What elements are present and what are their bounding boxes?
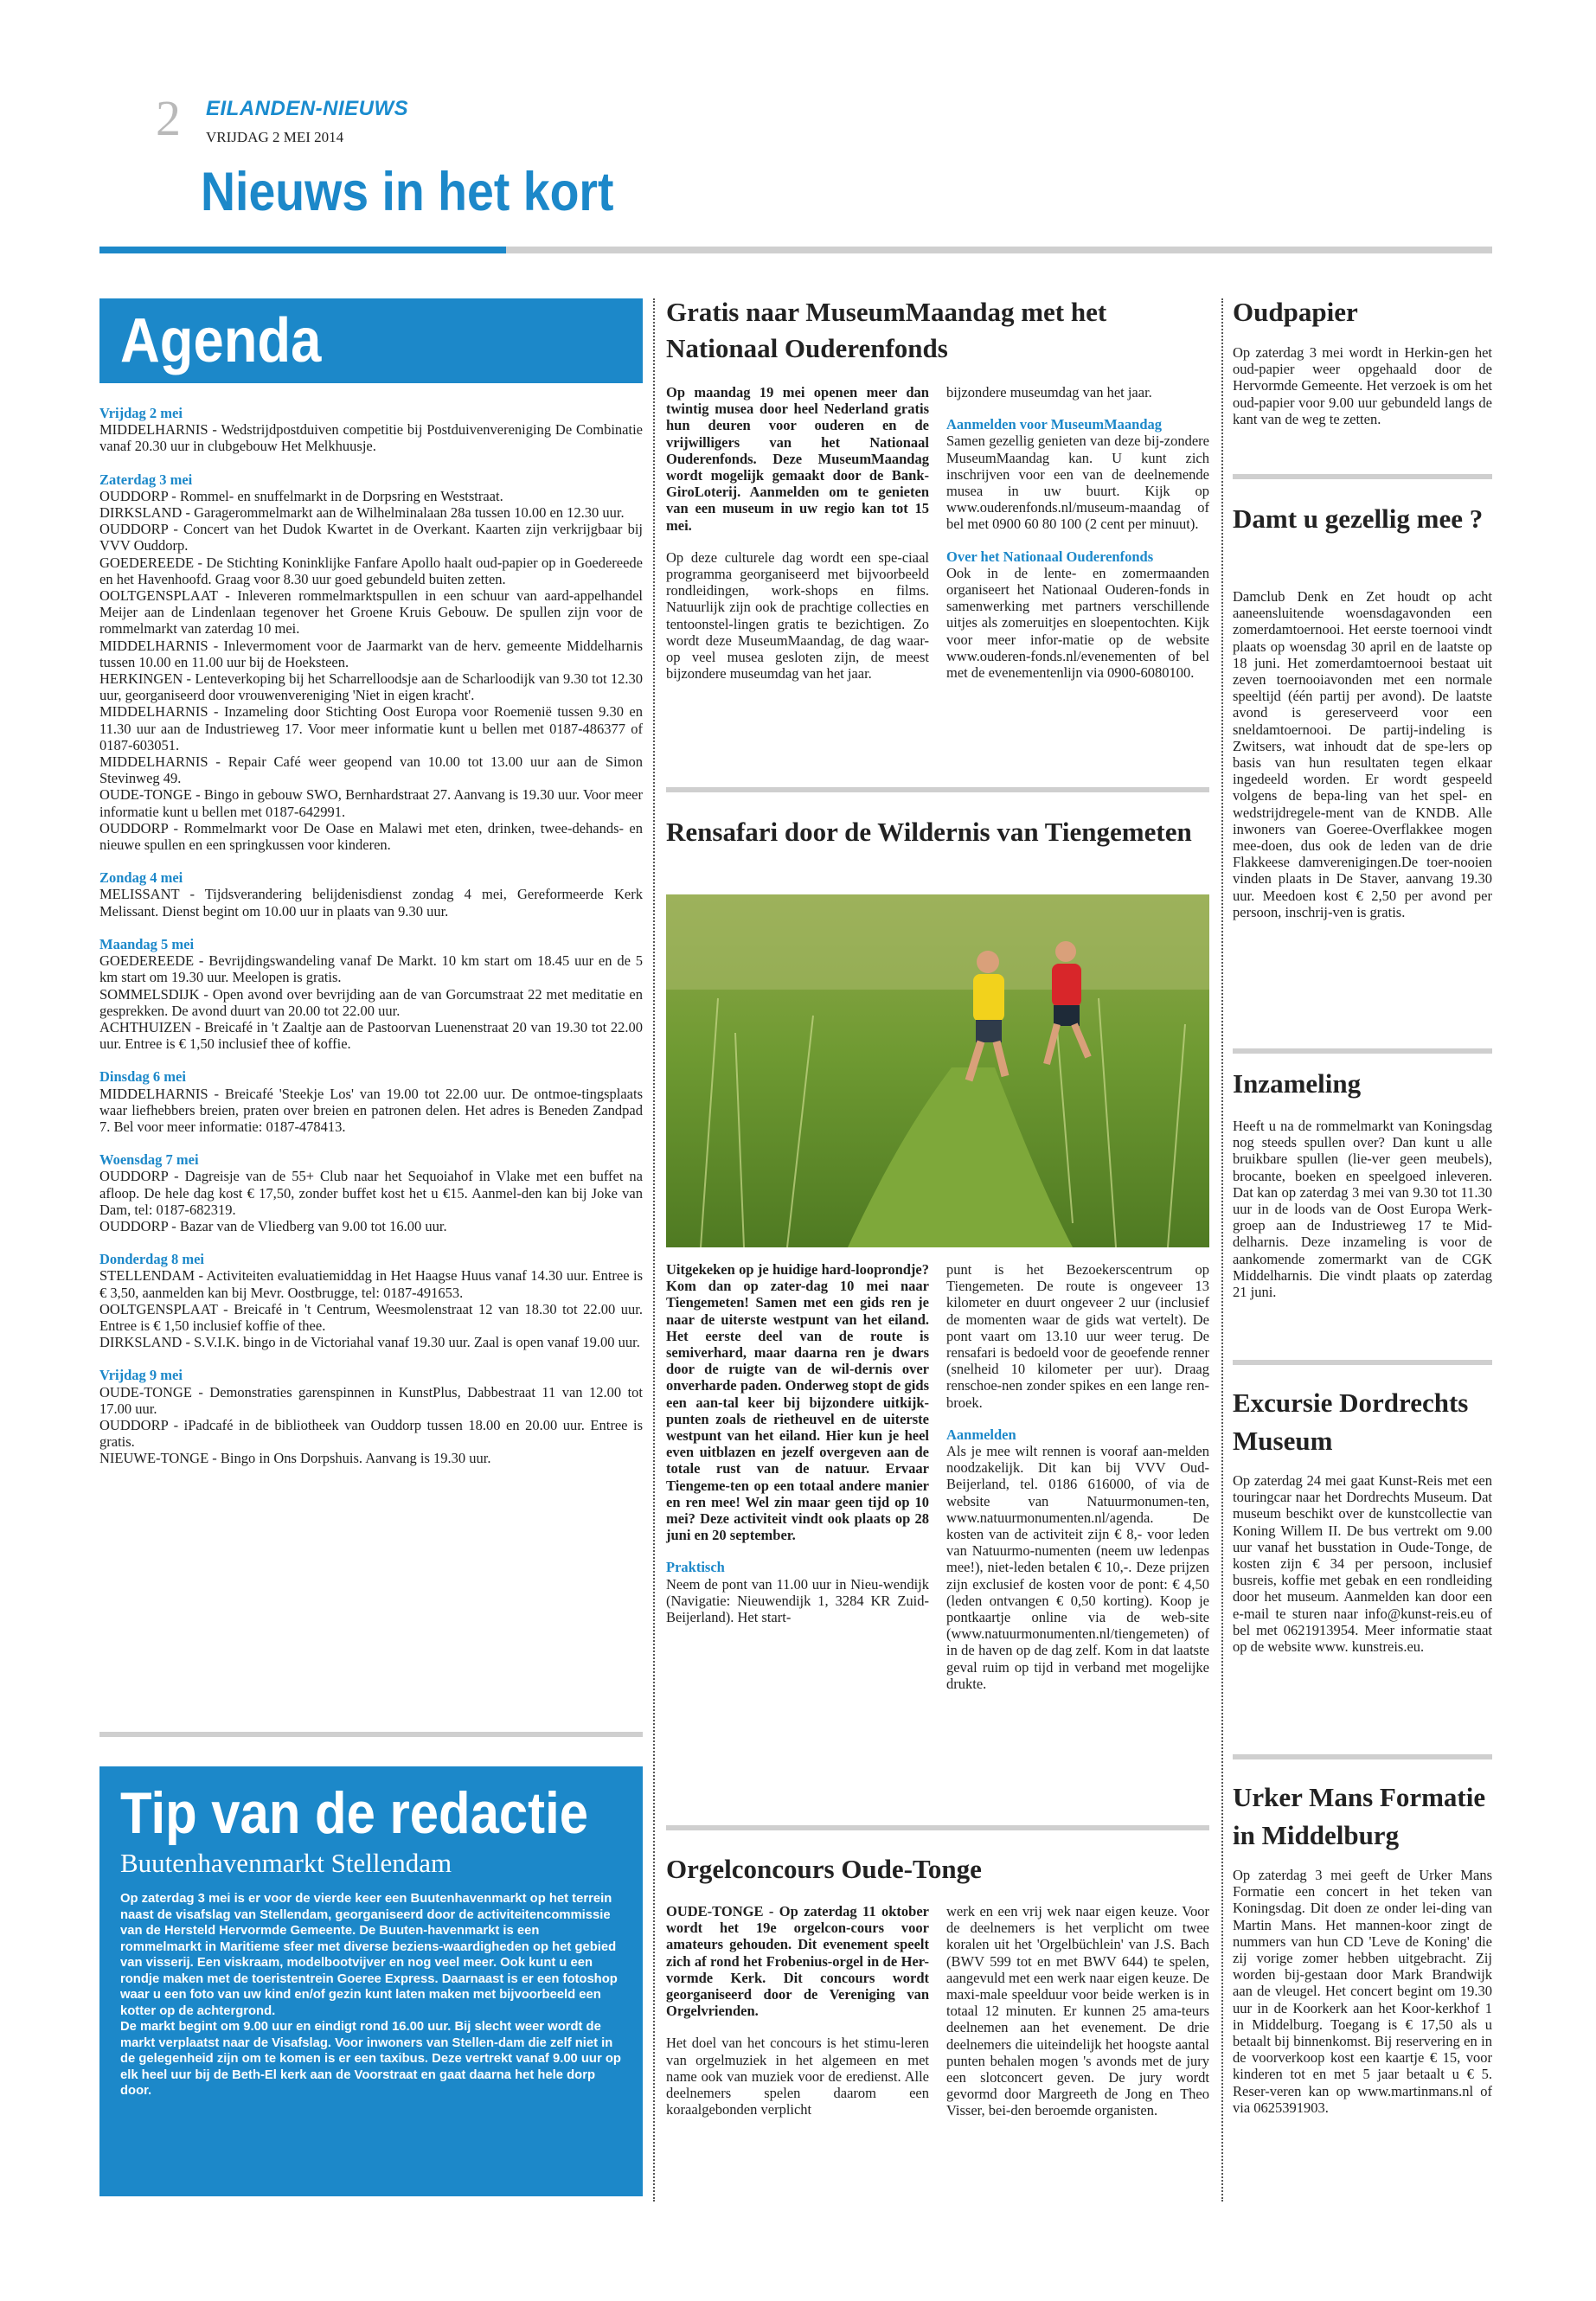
museum-col-right [946, 384, 1209, 681]
agenda-item: GOEDEREEDE - Bevrijdingswandeling vanaf De Markt. 10 km start om 18.45 uur en de 5 km start om 19.30 uur. Meelopen is gratis. [99, 952, 643, 986]
oudpapier-headline: Oudpapier [1233, 297, 1358, 327]
safari-text1-start: Neem de pont van 11.00 uur in Nieu-wendijk (Navigatie: Nieuwendijk 1, 3284 KR Zuid-Beijerland). Het start- [666, 1575, 929, 1626]
agenda-item: DIRKSLAND - Garagerommelmarkt aan de Wilhelminalaan 28a tussen 10.00 en 12.30 uur. [99, 504, 625, 522]
agenda-item: OUDE-TONGE - Bingo in gebouw SWO, Bernhardstraat 27. Aanvang is 19.30 uur. Voor meer informatie kunt u bellen met 0187-642991. [99, 786, 643, 820]
agenda-item: ACHTHUIZEN - Breicafé in 't Zaaltje aan de Pastoorvan Luenenstraat 20 van 19.30 tot 22.00 uur. Entree is € 1,50 inclusief thee of koffie. [99, 1018, 643, 1053]
agenda-item: GOEDEREEDE - De Stichting Koninklijke Fanfare Apollo haalt oud-papier op in Goedereede en het Havenhoofd. Graag voor 8.30 uur goed gebundeld buiten zetten. [99, 554, 643, 587]
section-rule [1233, 1754, 1492, 1759]
oudpapier-text: Op zaterdag 3 mei wordt in Herkin-gen het oud-papier weer opgehaald door de Hervormde Gemeente. Het verzoek is om het oud-papier voor 9.00 uur gebundeld langs de kant van de weg te zetten. [1233, 344, 1492, 427]
agenda-item: SOMMELSDIJK - Open avond over bevrijding aan de van Gorcumstraat 22 met meditatie en gesprekken. De avond duurt van 20.00 tot 22.00 uur. [99, 985, 643, 1019]
agenda-item: MIDDELHARNIS - Inlevermoment voor de Jaarmarkt van de herv. gemeente Middelharnis tussen 10.00 en 11.00 uur bij de Hoeksteen. [99, 637, 643, 670]
tip-title: Tip van de redactie [120, 1780, 588, 1846]
orgel-body-end: werk en een vrij wek naar eigen keuze. Voor de deelnemers is het verplicht om twee koralen uit het 'Orgelbüchlein' van J.S. Bach (BWV 599 tot en met BWV 644) te spelen, aangevuld met een werk naar eigen keuze. De maxi-male speelduur voor beide werken is in totaal 12 minuten. Er kunnen 25 ama-teurs deelnemen aan het evenement. De drie deelnemers die uiteindelijk het hoogste aantal punten behalen mogen 's avonds met de jury een slotconcert geven. De jury wordt gevormd door Margreeth de Jong en Theo Visser, bei-den beroemde organisten. [946, 1903, 1209, 2119]
safari-text2: Als je mee wilt rennen is vooraf aan-melden noodzakelijk. Dit kan bij VVV Oud-Beijerland, tel. 0186 616000, of via de website van Natuurmonumen-ten, www.natuurmonumenten.nl/agenda. De kosten van de activiteit zijn € 8,- voor leden van Natuurmo-numenten (neem uw ledenpas mee!), niet-leden betalen € 10,-. Deze prijzen zijn exclusief de kosten voor de pont: € 4,50 (leden ontvangen € 0,50 korting). Koop je pontkaartje online via de web-site (www.natuurmonumenten.nl/tiengemeten) of in de haven op de dag zelf. Kom in dat laatste geval ruim op tijd in verband met mogelijke drukte. [946, 1443, 1209, 1692]
agenda-item: OUDDORP - Rommel- en snuffelmarkt in de Dorpsring en Weststraat. [99, 487, 503, 504]
inzameling-text: Heeft u na de rommelmarkt van Koningsdag nog steeds spullen over? Dan kunt u alle bruikbare spullen (lie-ver geen meubels), brocante, boeken en speelgoed inleveren. Dat kan op zaterdag 3 mei van 9.30 tot 11.30 uur in de loods van de Oost Europa Werk-groep aan de Industrieweg 17 te Mid-delharnis. Deze inzameling is voor de aankomende zomermarkt van de CGK Middelharnis. Die vindt plaats op zaterdag 21 juni. [1233, 1118, 1492, 1301]
damt-text: Damclub Denk en Zet houdt op acht aaneensluitende woensdagavonden een zomerdamtoernooi. Het eerste toernooi vindt plaats op woensdag 30 april en de laatste op 18 juni. Het zomerdamtoernooi bestaat uit zeven toernooiavonden met een normale speeltijd (één partij per avond). De laatste avond is gereserveerd voor een sneldamtoernooi. De partij-indeling is Zwitsers, wat inhoudt dat de spe-lers op basis van hun resultaten tegen elkaar ingedeeld worden. Er wordt gespeeld volgens de bepa-ling van het spel- en wedstrijdregele-ment van de KNDB. Alle inwoners van Goeree-Overflakkee mogen mee-doen, dus ook de leden van de drie Flakkeese damverenigingen.De toer-nooien vinden plaats in De Staver, aanvang 19.30 uur. Meedoen kost € 2,50 per avond per persoon, inschrij-ven is gratis. [1233, 588, 1492, 920]
agenda-item: DIRKSLAND - S.V.I.K. bingo in de Victoriahal vanaf 19.30 uur. Zaal is open vanaf 19.00 uur. [99, 1334, 640, 1351]
agenda-day-heading: Vrijdag 2 mei [99, 405, 183, 421]
agenda-day-heading: Maandag 5 mei [99, 935, 195, 952]
agenda-item: OUDE-TONGE - Demonstraties garenspinnen in KunstPlus, Dabbestraat 11 van 12.00 tot 17.00 uur. [99, 1383, 643, 1417]
agenda-day-heading: Woensdag 7 mei [99, 1151, 199, 1169]
section-rule [666, 1825, 1209, 1830]
page-number: 2 [156, 90, 181, 146]
section-rule [99, 1732, 643, 1737]
museum-body-tail: bijzondere museumdag van het jaar. [946, 384, 1152, 401]
agenda-title: Agenda [120, 306, 322, 375]
agenda-item: OOLTGENSPLAAT - Inleveren rommelmarktspullen in een schuur van aard-appelhandel Meijer aan de Lindenlaan tegenover het Groene Kruis Gebouw. De spullen zijn voor de rommelmarkt van zaterdag 10 mei. [99, 587, 643, 638]
agenda-item: OOLTGENSPLAAT - Breicafé in 't Centrum, Weesmolenstraat 12 van 18.30 tot 22.00 uur. Entree is € 1,50 inclusief koffie of thee. [99, 1300, 643, 1334]
museum-col-left [666, 384, 929, 682]
agenda-item: NIEUWE-TONGE - Bingo in Ons Dorpshuis. Aanvang is 19.30 uur. [99, 1450, 491, 1467]
agenda-item: MELISSANT - Tijdsverandering belijdenisdienst zondag 4 mei, Gereformeerde Kerk Melissant. Dienst begint om 10.00 uur in plaats van 9.30 uur. [99, 886, 643, 920]
section-title: Nieuws in het kort [201, 162, 614, 222]
safari-sub1: Praktisch [666, 1559, 725, 1576]
damt-headline: Damt u gezellig mee ? [1233, 503, 1484, 534]
column-divider [1221, 298, 1223, 2202]
tip-text [120, 1891, 622, 2099]
tip-subtitle: Buutenhavenmarkt Stellendam [120, 1848, 452, 1878]
museum-text2: Ook in de lente- en zomermaanden organiseert het Nationaal Ouderen-fonds in samenwerking met partners verschillende uitjes als zomeruitjes en sloepentochten. Kijk voor meer infor-matie op de website www.ouderen-fonds.nl/evenementen of bel met de evenementenlijn via 0900-6080100. [946, 564, 1209, 682]
museum-body: Op deze culturele dag wordt een spe-ciaal programma georganiseerd met bijvoorbeeld rondleidingen, work-shops en films. Natuurlijk zijn ook de prachtige collecties en tentoonstel-lingen gratis te bezichtigen. Zo wordt deze MuseumMaandag, de dag waar-op veel musea gesloten zijn, de meest bijzondere museumdag van het jaar. [666, 548, 929, 683]
orgel-lead: OUDE-TONGE - Op zaterdag 11 oktober wordt het 19e orgelcon-cours voor amateurs gehouden. Dit evenement speelt zich af rond het Frobenius-orgel in de Her-vormde Kerk. Dit concours wordt georganiseerd door de Vereniging van Orgelvrienden. [666, 1903, 929, 2020]
runners-photo-image [666, 894, 1209, 1247]
agenda-item: OUDDORP - Rommelmarkt voor De Oase en Malawi met eten, drinken, twee-dehands- en nieuwe spullen en een springkussen voor kinderen. [99, 819, 643, 854]
agenda-item: STELLENDAM - Activiteiten evaluatiemiddag in Het Haagse Huus vanaf 14.30 uur. Entree is € 3,50, aanmelden kan bij Mevr. Oostbrugge, tel: 0187-491653. [99, 1267, 643, 1301]
museum-lead: Op maandag 19 mei openen meer dan twintig musea door heel Nederland gratis hun deuren voor ouderen en de vrijwilligers van het Nationaal Ouderenfonds. Deze MuseumMaandag wordt mogelijk gemaakt door de Bank-GiroLoterij. Aanmelden om te genieten van een museum in uw regio kan tot 15 mei. [666, 384, 929, 534]
agenda-item: MIDDELHARNIS - Inzameling door Stichting Oost Europa voor Roemenië tussen 9.30 en 11.30 uur aan de Industrieweg 17. Voor meer informatie kunt u bellen met 0187-486377 of 0187-603051. [99, 703, 643, 753]
excursie-text: Op zaterdag 24 mei gaat Kunst-Reis met een touringcar naar het Dordrechts Museum. Dat museum beschikt over de kunstcollectie van Koning Willem II. De bus vertrekt om 9.00 uur vanaf het busstation in Oude-Tonge, de kosten zijn € 34 per persoon, inclusief busreis, koffie met gebak en een rondleiding door het museum. Aanmelden kan door een e-mail te sturen naar info@kunst-reis.eu of bel met 0621913954. Meer informatie staat op de website www. kunstreis.eu. [1233, 1472, 1492, 1656]
tip-paragraph: Op zaterdag 3 mei is er voor de vierde keer een Buutenhavenmarkt op het terrein naast de visafslag van Stellendam, georganiseerd door de activiteitencommissie van de Hersteld Hervormde Gemeente. De Buuten-havenmarkt is een rommelmarkt in Maritieme sfeer met diverse beziens-waardigheden op het gebied van visserij. Een viskraam, modelbootvijver en nog veel meer. Ook kunt u een rondje maken met de toeristentrein Goeree Express. Daarnaast is er een fotoshop waar u een foto van uw kind en/of gezin kunt laten maken met bijvoorbeeld een kotter op de achtergrond. [120, 1892, 618, 2018]
safari-headline: Rensafari door de Wildernis van Tiengemeten [666, 817, 1192, 847]
agenda-item: HERKINGEN - Lenteverkoping bij het Scharrelloodsje aan de Scharloodijk van 9.30 tot 12.30 uur, georganiseerd door vrouwenvereniging 'Niet in eigen kracht'. [99, 670, 643, 704]
excursie-headline: Excursie Dordrechts Museum [1233, 1388, 1469, 1456]
section-rule [1233, 1360, 1492, 1365]
tip-paragraph: De markt begint om 9.00 uur en eindigt rond 16.00 uur. Bij slecht weer wordt de markt verplaatst naar de Visafslag. Voor inwoners van Stellen-dam die zelf niet in de gelegenheid zijn om te komen is er een taxibus. Deze vertrekt vanaf 9.00 uur op elk heel uur bij de Beth-El kerk aan de Voorstraat en gaat daarna het hele dorp door. [120, 2020, 621, 2098]
agenda-list [99, 405, 643, 1467]
agenda-item: OUDDORP - Dagreisje van de 55+ Club naar het Sequoiahof in Vlake met een buffet na afloop. De hele dag kost € 17,50, zonder buffet kost het u €15. Aanmel-den kan bij Joke van Dam, tel: 0187-682319. [99, 1168, 643, 1218]
tip-box [99, 1766, 643, 2196]
safari-sub2: Aanmelden [946, 1426, 1016, 1443]
urker-text: Op zaterdag 3 mei geeft de Urker Mans Formatie een concert in het teken van Koningsdag. Dit doen ze onder lei-ding van Martin Mans. Het mannen-koor zingt de nummers van hun CD 'Leve de Koning' die zij vorige zomer hebben uitgebracht. Zij worden bij-gestaan door Mark Brandwijk aan de vleugel. Het concert begint om 19.30 uur in de Koorkerk aan het Koor-kerkhof 1 in Middelburg. Toegang is € 17,50 als u betaalt bij binnenkomst. Bij reservering en in de voorverkoop kost een kaartje € 15, voor kinderen tot en met 5 jaar betaalt u € 5. Reser-veren kan op www.martinmans.nl of via 0625391903. [1233, 1867, 1492, 2116]
agenda-day-heading: Dinsdag 6 mei [99, 1068, 186, 1086]
agenda-item: OUDDORP - Concert van het Dudok Kwartet in de Overkant. Kaarten zijn verkrijgbaar bij VVV Ouddorp. [99, 521, 643, 554]
header-rule-accent [99, 247, 506, 253]
agenda-item: OUDDORP - Bazar van de Vliedberg van 9.00 tot 16.00 uur. [99, 1217, 447, 1234]
museum-headline: Gratis naar MuseumMaandag met het Nationaal Ouderenfonds [666, 297, 1107, 363]
orgel-headline: Orgelconcours Oude-Tonge [666, 1854, 982, 1884]
agenda-day-heading: Donderdag 8 mei [99, 1251, 204, 1268]
orgel-col-right [946, 1903, 1209, 2119]
inzameling-headline: Inzameling [1233, 1068, 1362, 1099]
header-rule [506, 247, 1492, 253]
safari-col-right [946, 1261, 1209, 1692]
agenda-item: MIDDELHARNIS - Repair Café weer geopend van 10.00 tot 13.00 uur aan de Simon Stevinweg 49. [99, 753, 643, 787]
museum-text1: Samen gezellig genieten van deze bij-zondere MuseumMaandag kan. U kunt zich inschrijven voor een van de deelnemende musea in uw buurt. Kijk op www.ouderenfonds.nl/museum-maandag of bel met 0900 60 80 100 (2 cent per minuut). [946, 433, 1209, 533]
section-rule [1233, 474, 1492, 479]
agenda-day-heading: Vrijdag 9 mei [99, 1367, 183, 1384]
newspaper-logo: EILANDEN-NIEUWS [206, 97, 409, 120]
museum-sub1: Aanmelden voor MuseumMaandag [946, 416, 1163, 433]
section-rule [1233, 1048, 1492, 1054]
agenda-day-heading: Zondag 4 mei [99, 869, 183, 887]
agenda-header [99, 298, 643, 383]
agenda-item: OUDDORP - iPadcafé in de bibliotheek van Ouddorp tussen 18.00 en 20.00 uur. Entree is gratis. [99, 1416, 643, 1451]
issue-date: VRIJDAG 2 MEI 2014 [206, 129, 344, 145]
agenda-item: MIDDELHARNIS - Breicafé 'Steekje Los' van 19.00 tot 22.00 uur. De ontmoe-tingsplaats waar liefhebbers breien, praten over breien en patronen delen. Het adres is Beneden Zandpad 7. Bel voor meer informatie: 0187-478413. [99, 1085, 643, 1135]
section-rule [666, 787, 1209, 792]
safari-lead: Uitgekeken op je huidige hard-looprondje? Kom dan op zater-dag 10 mei naar Tiengemeten! Samen met een gids ren je naar de uiterste westpunt van het eiland. Het eerste deel van de route is semiverhard, maar daarna ren je dwars door de ruigte van de wil-dernis over onverharde paden. Onderweg stopt de gids een aan-tal keer bij bijzondere uitkijk-punten zoals de rietheuvel en de uiterste westpunt van het eiland. Hier kun je heel even uitblazen en jezelf overgeven aan de totale rust van de natuur. Ervaar Tiengeme-ten op een totaal andere manier en ren mee! Wel zin maar geen tijd op 10 mei? Deze activiteit vindt ook plaats op 28 juni en 20 september. [666, 1261, 929, 1544]
orgel-col-left [666, 1903, 929, 2118]
orgel-body-start: Het doel van het concours is het stimu-leren van orgelmuziek in het algemeen en met name ook van muziek voor de eredienst. Alle deelnemers spelen daarom een koraalgebonden verplicht [666, 2035, 929, 2118]
museum-sub2: Over het Nationaal Ouderenfonds [946, 548, 1154, 565]
runners-photo [666, 894, 1209, 1247]
agenda-item: MIDDELHARNIS - Wedstrijdpostduiven competitie bij Postduivenvereniging De Combinatie vanaf 20.30 uur in clubgebouw Het Melkhuusje. [99, 421, 643, 455]
safari-text1-end: punt is het Bezoekerscentrum op Tiengemeten. De route is ongeveer 13 kilometer en duurt ongeveer 2 uur (inclusief de momenten waar de gids wat vertelt). De pont vaart om 13.10 uur weer terug. De rensafari is bedoeld voor de geoefende renner (snelheid 10 kilometer per uur). Draag renschoe-nen zonder spikes en een lange ren-broek. [946, 1261, 1209, 1411]
agenda-day-heading: Zaterdag 3 mei [99, 471, 193, 488]
urker-headline: Urker Mans Formatie in Middelburg [1233, 1782, 1486, 1850]
safari-col-left [666, 1261, 929, 1625]
column-divider [653, 298, 655, 2202]
